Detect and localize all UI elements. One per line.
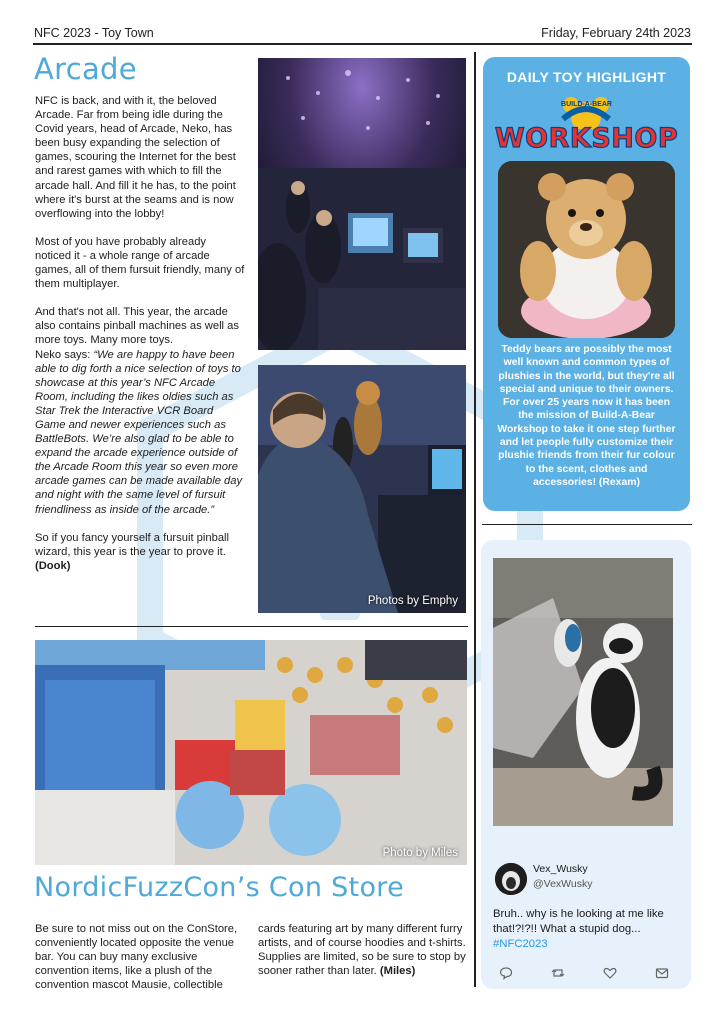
daily-toy-highlight-card	[483, 57, 690, 511]
retweet-icon[interactable]	[551, 966, 565, 980]
arcade-paragraph-2: Most of you have probably already noticed it - a whole range of arcade games, all of them fursuit friendly, many of them multiplayer.	[35, 235, 245, 291]
header-rule	[33, 43, 692, 45]
tweet-actions	[499, 966, 673, 982]
highlight-text: Teddy bears are possibly the most well known and common types of plushies in the world, but they're all special and unique to their owners. For over 25 years now it has been the mission of Build-A-Bear Workshop to take it one step further and let people fully customize their plushie friends from their fur colour to the scent, clothes and accessories! (Rexam)	[497, 344, 676, 488]
tweet-author-handle[interactable]: @VexWusky	[533, 878, 593, 890]
tweet-author-name[interactable]: Vex_Wusky	[533, 863, 588, 875]
reply-icon[interactable]	[499, 966, 513, 980]
share-icon[interactable]	[655, 966, 669, 980]
tweet-photo	[493, 558, 673, 826]
arcade-paragraph-1: NFC is back, and with it, the beloved Arcade. Far from being idle during the Covid years, head of Arcade, Neko, has been busy expanding the selection of games, scouring the Internet for the best and rarest games with which to fill the arcade hall. And fill it he has, to the point where it's burst at the seams and is now overflowing into the lobby!	[35, 95, 236, 220]
arcade-photo-2	[258, 365, 466, 613]
column-divider	[474, 52, 476, 987]
arcade-credit: (Dook)	[35, 559, 71, 572]
arcade-photo-1	[258, 58, 466, 350]
arcade-quote: “We are happy to have been able to dig forth a nice selection of toys to showcase at this year’s NFC Arcade Room, including the likes oldies such as Star Trek the Interactive VCR Board Game and newer experiences such as BattleBots. We’re also glad to be able to expand the arcade experience outside of the Arcade Room this year so even more arcade games can be made available day and night with the same level of fursuit friendliness as inside of the arcade.”	[35, 348, 243, 516]
section-rule	[35, 626, 468, 627]
con-store-title: NordicFuzzCon’s Con Store	[34, 872, 404, 903]
tweet-card	[481, 540, 691, 989]
con-store-credit: (Miles)	[379, 965, 416, 978]
teddy-bear-photo	[498, 161, 675, 338]
con-store-column-2-text: cards featuring art by many different furry artists, and of course hoodies and t-shirts. Supplies are limited, so be sure to stop by sooner rather than later.	[258, 923, 466, 978]
header-left: NFC 2023 - Toy Town	[34, 26, 154, 40]
highlight-heading: DAILY TOY HIGHLIGHT	[506, 69, 667, 85]
tweet-text: Bruh.. why is he looking at me like that!?!?!! What a stupid dog...	[493, 908, 664, 935]
arcade-paragraph-3: And that's not all. This year, the arcade also contains pinball machines as well as more toys. Many more toys.	[35, 306, 239, 347]
arcade-photo-credit: Photos by Emphy	[367, 595, 458, 607]
build-a-bear-logo	[483, 93, 690, 159]
tweet-body	[493, 907, 679, 952]
sidebar-rule	[482, 524, 692, 525]
arcade-paragraph-5: So if you fancy yourself a fursuit pinball wizard, this year is the year to prove it.	[35, 531, 230, 558]
arcade-title: Arcade	[34, 52, 137, 86]
con-store-column-2	[258, 922, 466, 978]
arcade-article	[35, 94, 245, 587]
tweet-hashtag[interactable]: #NFC2023	[493, 938, 548, 950]
avatar[interactable]	[495, 863, 527, 895]
con-store-photo-credit: Photo by Miles	[382, 847, 458, 859]
like-icon[interactable]	[603, 966, 617, 980]
logo-top-text: BUILD-A-BEAR	[561, 101, 612, 108]
con-store-photo	[35, 640, 467, 865]
logo-bottom-text: WORKSHOP	[494, 123, 679, 154]
arcade-quote-lead: Neko says:	[35, 348, 94, 361]
con-store-column-1: Be sure to not miss out on the ConStore, conveniently located opposite the venue bar. You can buy many exclusive convention items, like a plush of the convention mascot Mausie, collectible	[35, 923, 238, 992]
header-right: Friday, February 24th 2023	[541, 26, 691, 40]
